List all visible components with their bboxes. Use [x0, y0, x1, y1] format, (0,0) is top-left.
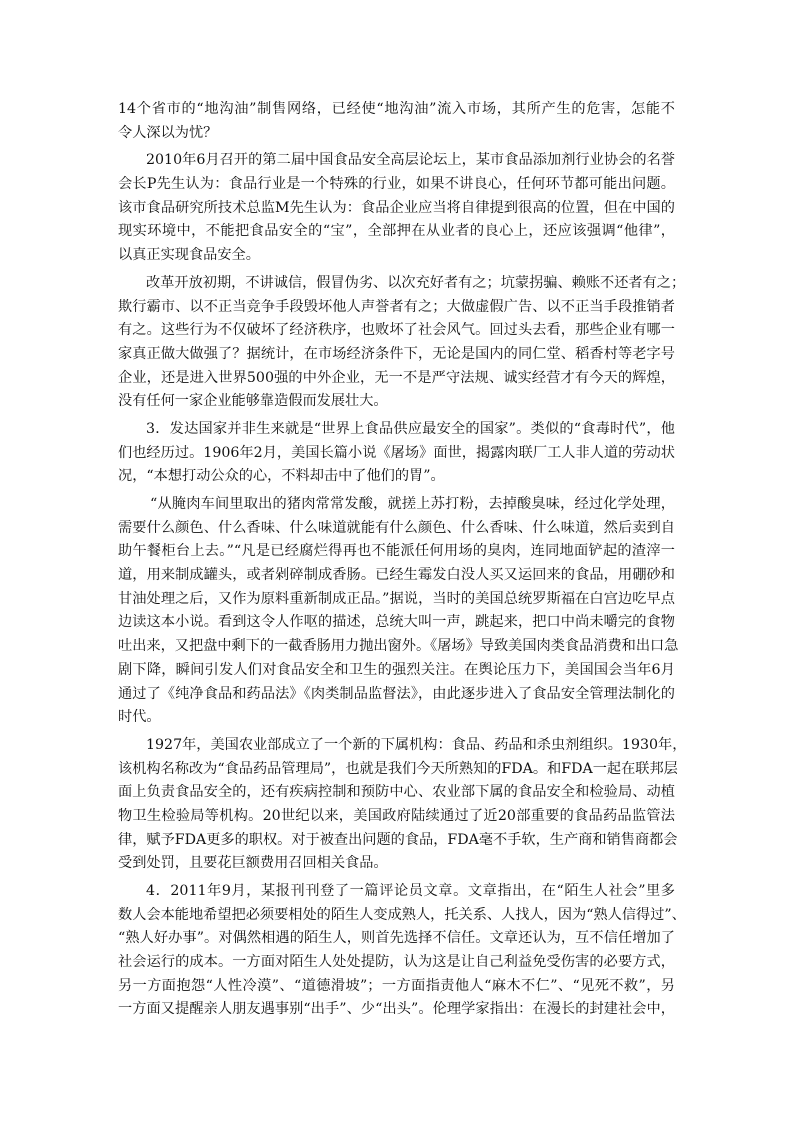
- text-line: 数人会本能地希望把必须要相处的陌生人变成熟人，托关系、人找人，因为“熟人信得过”、: [118, 906, 686, 923]
- text-line: 律，赋予FDA更多的职权。对于被查出问题的食品，FDA毫不手软，生产商和销售商都会: [118, 831, 678, 848]
- text-line: 时代。: [118, 709, 161, 726]
- text-line: 物卫生检验局等机构。20世纪以来，美国政府陆续通过了近20部重要的食品药品监管法: [118, 807, 675, 824]
- text-line: 道，用来制成罐头，或者剁碎制成香肠。已经生霉发白没人买又运回来的食品，用硼砂和: [118, 567, 675, 584]
- text-line: 3．发达国家并非生来就是“世界上食品供应最安全的国家”。类似的“食毒时代”，他: [146, 420, 675, 437]
- text-line: 以真正实现食品安全。: [118, 247, 260, 264]
- text-line: 甘油处理之后，又作为原料重新制成正品。”据说，当时的美国总统罗斯福在白宫边吃早点: [118, 590, 675, 607]
- text-line: 边读这本小说。看到这令人作呕的描述，总统大叫一声，跳起来，把口中尚未嚼完的食物: [118, 614, 675, 631]
- paragraph: [118, 880, 686, 1022]
- text-line: 通过了《纯净食品和药品法》《肉类制品监督法》，由此逐步进入了食品安全管理法制化的: [118, 685, 675, 702]
- text-line: 会长P先生认为：食品行业是一个特殊的行业，如果不讲良心，任何环节都可能出问题。: [118, 176, 675, 193]
- text-line: 改革开放初期，不讲诚信，假冒伪劣、以次充好者有之；坑蒙拐骗、赖账不还者有之；: [146, 274, 686, 291]
- text-line: 2010年6月召开的第二届中国食品安全高层论坛上，某市食品添加剂行业协会的名誉: [146, 152, 675, 169]
- text-line: 14个省市的“地沟油”制售网络，已经使“地沟油”流入市场，其所产生的危害，怎能不: [118, 101, 675, 117]
- text-line: 况，“本想打动公众的心，不料却击中了他们的胃”。: [118, 468, 445, 485]
- text-line: 企业，还是进入世界500强的中外企业，无一不是严守法规、诚实经营才有今天的辉煌，: [118, 369, 675, 386]
- text-line: 受到处罚，且要花巨额费用召回相关食品。: [118, 855, 388, 872]
- text-line: 有之。这些行为不仅破坏了经济秩序，也败坏了社会风气。回过头去看，那些企业有哪一: [118, 322, 675, 339]
- text-line: 需要什么颜色、什么香味、什么味道就能有什么颜色、什么香味、什么味道，然后卖到自: [118, 519, 675, 536]
- text-line: 该机构名称改为“食品药品管理局”，也就是我们今天所熟知的FDA。和FDA一起在联邦层: [118, 760, 678, 777]
- text-line: 吐出来，又把盘中剩下的一截香肠用力抛出窗外。《屠场》导致美国肉类食品消费和出口急: [118, 638, 679, 655]
- text-line: 们也经历过。1906年2月，美国长篇小说《屠场》面世，揭露肉联厂工人非人道的劳动状: [118, 444, 675, 461]
- paragraph: [118, 149, 675, 267]
- text-line: 另一方面抱怨“人性冷漠”、“道德滑坡”；一方面指责他人“麻木不仁”、“见死不救”，另: [118, 977, 675, 994]
- paragraph: [118, 98, 675, 145]
- document-page: [118, 98, 687, 1026]
- paragraph: [118, 734, 687, 876]
- text-line: 面上负责食品安全的，还有疾病控制和预防中心、农业部下属的食品安全和检验局、动植: [118, 784, 675, 801]
- text-line: 1927年，美国农业部成立了一个新的下属机构：食品、药品和杀虫剂组织。1930年，: [146, 736, 687, 753]
- text-line: 4．2011年9月，某报刊刊登了一篇评论员文章。文章指出，在“陌生人社会”里多: [146, 883, 675, 899]
- text-line: 家真正做大做强了？据统计，在市场经济条件下，无论是国内的同仁堂、稻香村等老字号: [118, 345, 675, 362]
- text-line: 助午餐柜台上去。”“凡是已经腐烂得再也不能派任何用场的臭肉，连同地面铲起的渣滓一: [118, 543, 675, 560]
- text-line: 欺行霸市、以不正当竞争手段毁坏他人声誉者有之；大做虚假广告、以不正当手段推销者: [118, 298, 675, 315]
- text-line: “熟人好办事”。对偶然相遇的陌生人，则首先选择不信任。文章还认为，互不信任增加了: [118, 930, 675, 947]
- text-line: 社会运行的成本。一方面对陌生人处处提防，认为这是让自己利益免受伤害的必要方式，: [118, 954, 675, 971]
- text-line: 该市食品研究所技术总监M先生认为：食品企业应当将自律提到很高的位置，但在中国的: [118, 199, 675, 216]
- text-line: 令人深以为忧？: [118, 124, 218, 141]
- text-line: 现实环境中，不能把食品安全的“宝”，全部押在从业者的良心上，还应该强调“他律”，: [118, 223, 675, 240]
- paragraph: [118, 418, 675, 489]
- text-line: “从腌肉车间里取出的猪肉常常发酸，就搓上苏打粉，去掉酸臭味，经过化学处理，: [150, 496, 675, 512]
- paragraph: [118, 272, 686, 414]
- paragraph: [118, 493, 679, 730]
- text-line: 一方面又提醒亲人朋友遇事别“出手”、少“出头”。伦理学家指出：在漫长的封建社会中，: [118, 1001, 675, 1018]
- text-line: 剧下降，瞬间引发人们对食品安全和卫生的强烈关注。在舆论压力下，美国国会当年6月: [118, 661, 675, 678]
- text-line: 没有任何一家企业能够靠造假而发展壮大。: [118, 393, 388, 410]
